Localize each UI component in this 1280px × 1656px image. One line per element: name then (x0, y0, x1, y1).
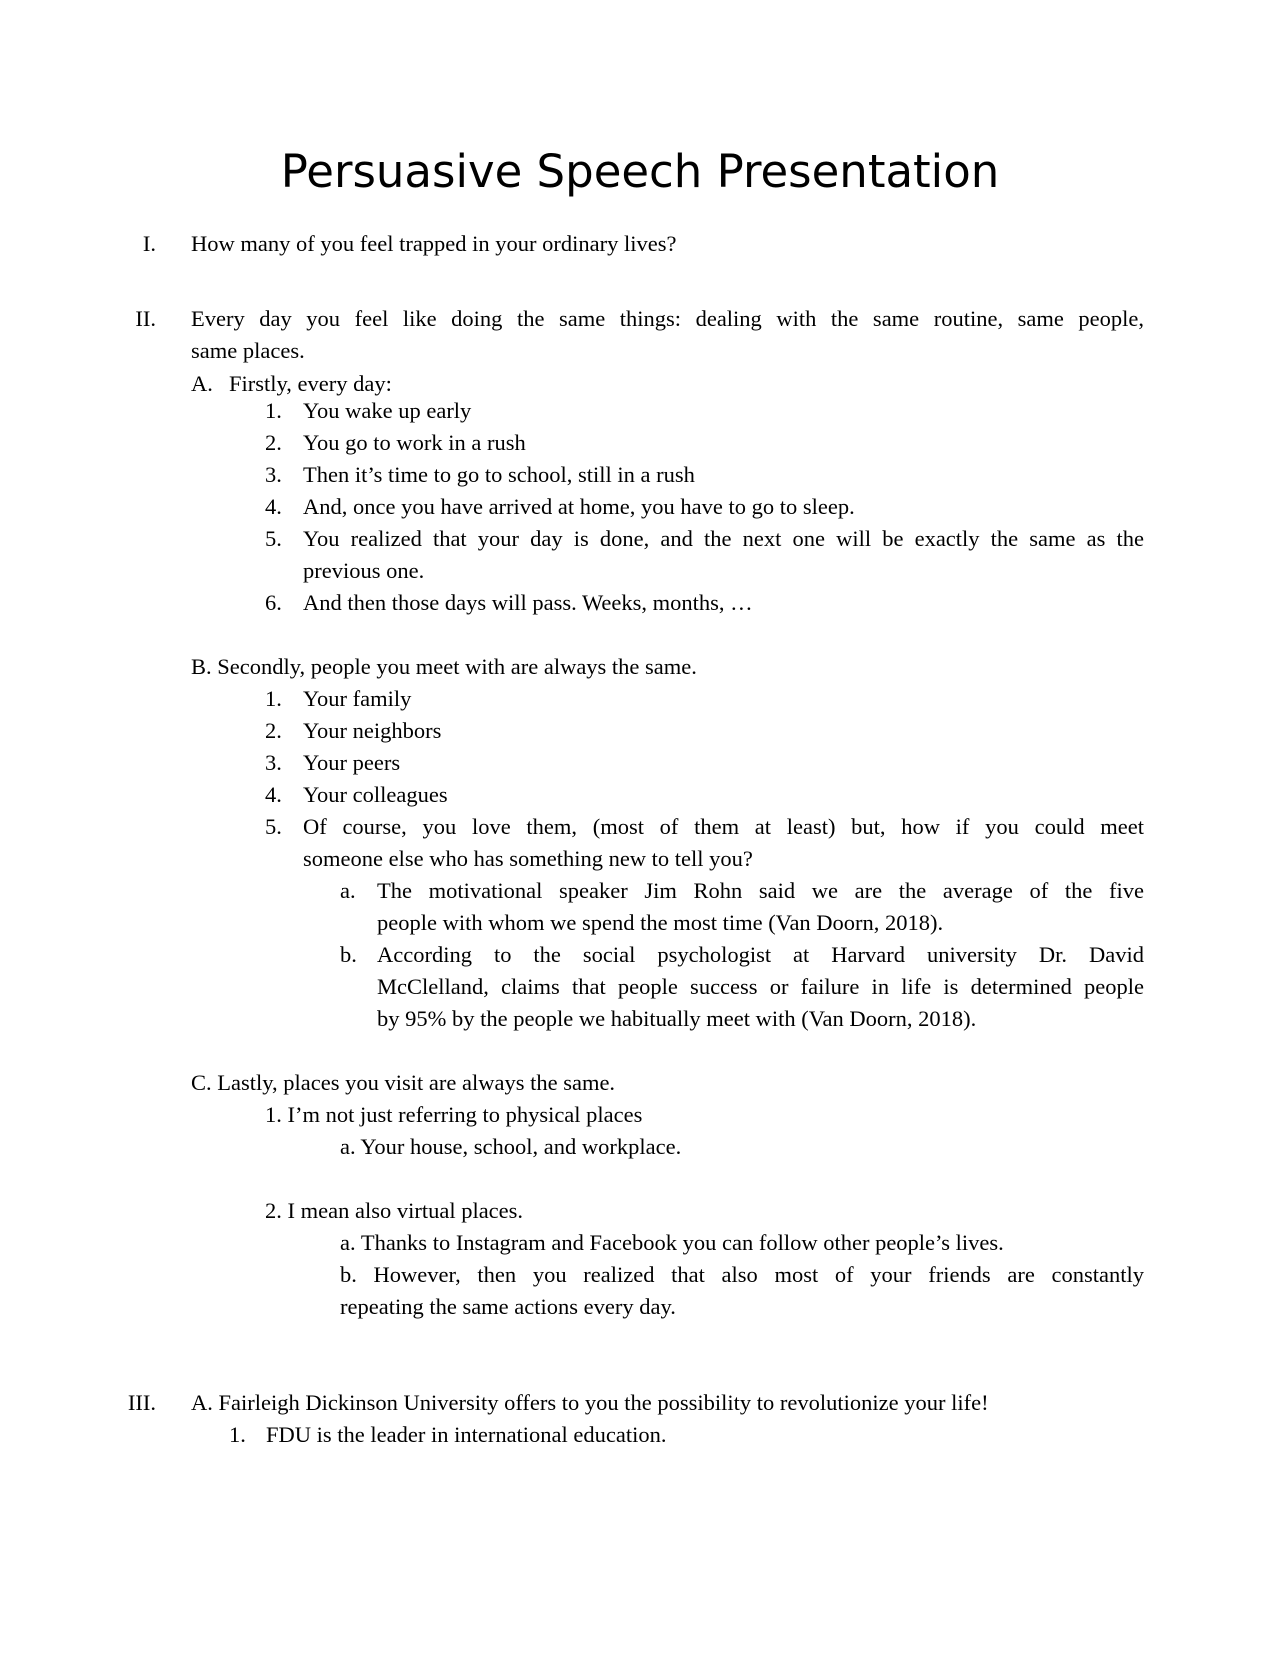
list-item: Of course, you love them, (most of them at least) but, how if you could meet (303, 814, 1144, 839)
sub-item: b. However, then you realized that also most of your friends are constantly (340, 1262, 1144, 1287)
section-number: III. (127, 1390, 156, 1415)
list-item-number: 4. (265, 494, 282, 519)
list-item: Your peers (303, 750, 401, 775)
list-item-number: 2. (265, 430, 282, 455)
sub-item-label: b. (340, 942, 357, 967)
list-item-number: 6. (265, 590, 282, 615)
sub-item: a. Your house, school, and workplace. (340, 1134, 682, 1159)
sub-item-continued: McClelland, claims that people success or failure in life is determined people (377, 974, 1144, 999)
list-item: 1. I’m not just referring to physical places (265, 1102, 643, 1127)
list-item: Your colleagues (303, 782, 448, 807)
list-item: Your neighbors (303, 718, 442, 743)
section-number: I. (142, 231, 156, 256)
list-item-number: 5. (265, 526, 282, 551)
list-item-number: 3. (265, 750, 282, 775)
section-text: How many of you feel trapped in your ordinary lives? (191, 231, 677, 256)
section-text-continued: same places. (191, 338, 305, 363)
list-item-continued: someone else who has something new to tell you? (303, 846, 753, 871)
list-item: You go to work in a rush (303, 430, 526, 455)
page-title: Persuasive Speech Presentation (280, 145, 1000, 198)
list-item: And, once you have arrived at home, you have to go to sleep. (303, 494, 855, 519)
list-item: 2. I mean also virtual places. (265, 1198, 524, 1223)
list-item-number: 3. (265, 462, 282, 487)
sub-item: The motivational speaker Jim Rohn said we are the average of the five (377, 878, 1144, 903)
list-item-number: 2. (265, 718, 282, 743)
list-item-number: 1. (265, 398, 282, 423)
list-item: You realized that your day is done, and the next one will be exactly the same as the (303, 526, 1144, 551)
subsection-heading: C. Lastly, places you visit are always the same. (191, 1070, 616, 1095)
sub-item-continued: by 95% by the people we habitually meet with (Van Doorn, 2018). (377, 1006, 977, 1031)
list-item: FDU is the leader in international education. (266, 1422, 667, 1447)
sub-item-label: a. (340, 878, 356, 903)
sub-item: According to the social psychologist at Harvard university Dr. David (377, 942, 1144, 967)
sub-item: a. Thanks to Instagram and Facebook you can follow other people’s lives. (340, 1230, 1004, 1255)
subsection-heading: B. Secondly, people you meet with are always the same. (191, 654, 697, 679)
list-item-continued: previous one. (303, 558, 425, 583)
sub-item-continued: people with whom we spend the most time (Van Doorn, 2018). (377, 910, 944, 935)
subsection-heading: Firstly, every day: (229, 371, 392, 396)
list-item-number: 1. (265, 686, 282, 711)
list-item-number: 4. (265, 782, 282, 807)
list-item: Your family (303, 686, 412, 711)
subsection-label: A. (191, 371, 213, 396)
subsection-heading: A. Fairleigh Dickinson University offers to you the possibility to revolutionize your life! (191, 1390, 989, 1415)
list-item: Then it’s time to go to school, still in a rush (303, 462, 695, 487)
list-item: You wake up early (303, 398, 472, 423)
section-text: Every day you feel like doing the same things: dealing with the same routine, same people, (191, 306, 1144, 331)
list-item-number: 5. (265, 814, 282, 839)
section-number: II. (135, 306, 156, 331)
sub-item-continued: repeating the same actions every day. (340, 1294, 676, 1319)
list-item-number: 1. (229, 1422, 246, 1447)
list-item: And then those days will pass. Weeks, months, … (303, 590, 753, 615)
